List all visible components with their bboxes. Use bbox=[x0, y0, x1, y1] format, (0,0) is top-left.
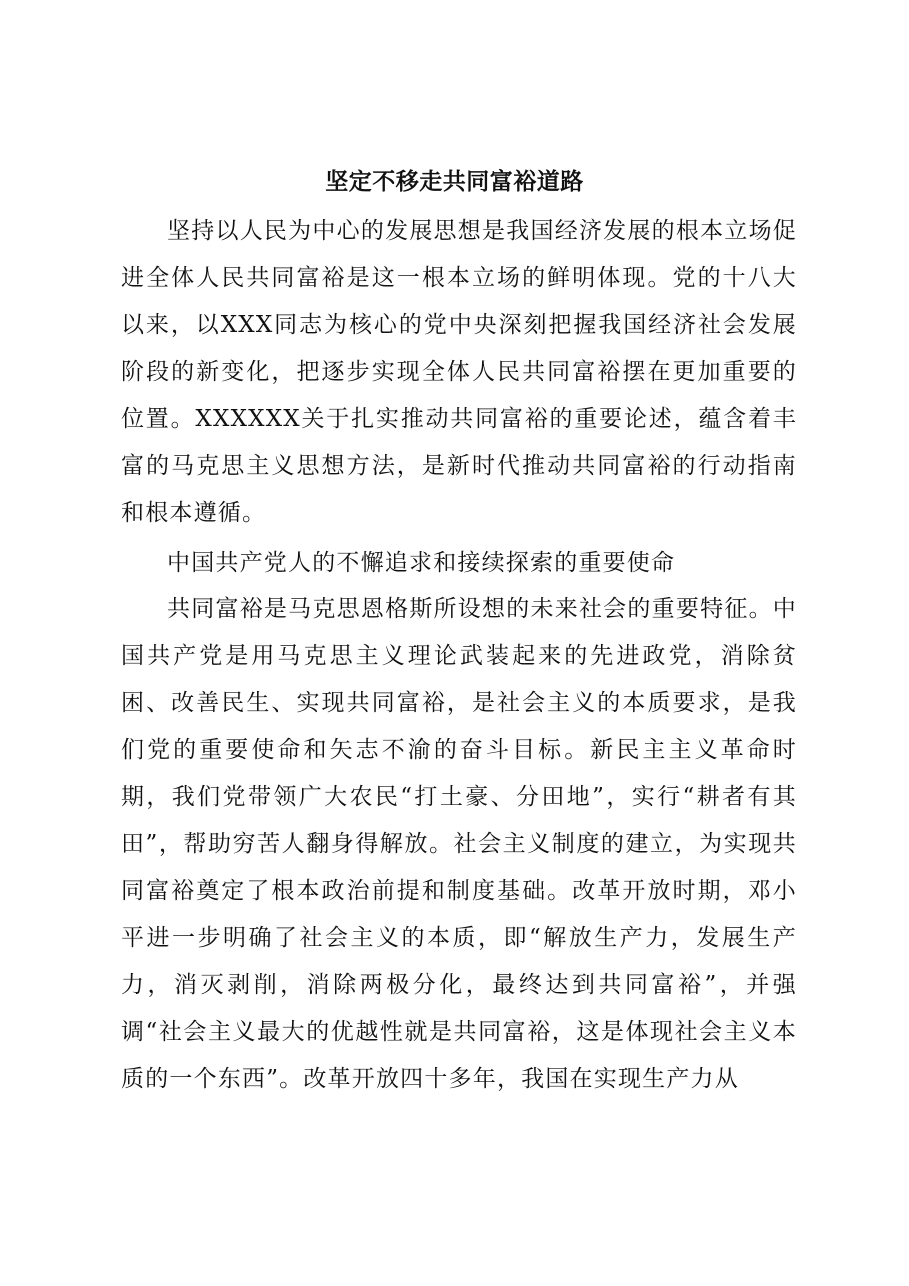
paragraph-intro: 坚持以人民为中心的发展思想是我国经济发展的根本立场促进全体人民共同富裕是这一根本立场的鲜明体现。党的十八大以来，以XXX同志为核心的党中央深刻把握我国经济社会发展阶段的新变化，把逐步实现全体人民共同富裕摆在更加重要的位置。XXXXXX关于扎实推动共同富裕的重要论述，蕴含着丰富的马克思主义思想方法，是新时代推动共同富裕的行动指南和根本遵循。 bbox=[121, 218, 797, 526]
section-heading: 中国共产党人的不懈追求和接续探索的重要使命 bbox=[167, 550, 676, 576]
paragraph-body: 共同富裕是马克思恩格斯所设想的未来社会的重要特征。中国共产党是用马克思主义理论武装起来的先进政党，消除贫困、改善民生、实现共同富裕，是社会主义的本质要求，是我们党的重要使命和矢志不渝的奋斗目标。新民主主义革命时期，我们党带领广大农民“打土豪、分田地”，实行“耕者有其田”，帮助穷苦人翻身得解放。社会主义制度的建立，为实现共同富裕奠定了根本政治前提和制度基础。改革开放时期，邓小平进一步明确了社会主义的本质，即“解放生产力，发展生产力，消灭剥削，消除两极分化，最终达到共同富裕”，并强调“社会主义最大的优越性就是共同富裕，这是体现社会主义本质的一个东西”。改革开放四十多年，我国在实现生产力从 bbox=[121, 596, 797, 1092]
document-title: 坚定不移走共同富裕道路 bbox=[325, 168, 584, 195]
